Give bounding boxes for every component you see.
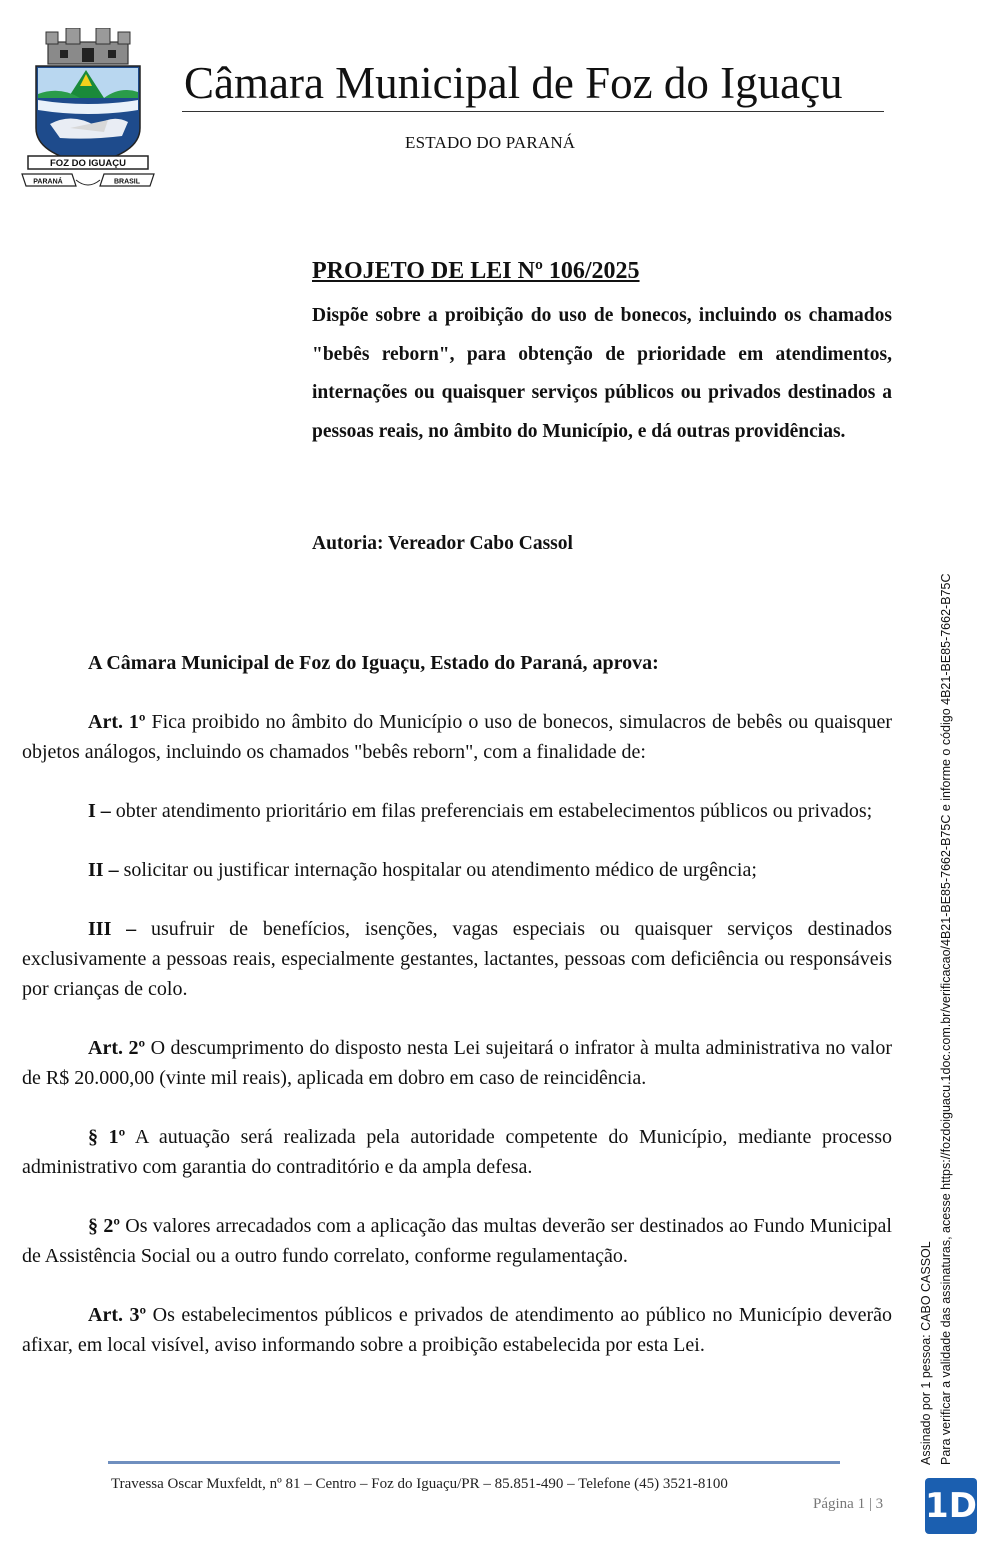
paragraph-label: § 2º — [88, 1215, 120, 1237]
item-label: I – — [88, 800, 111, 822]
footer-address: Travessa Oscar Muxfeldt, nº 81 – Centro – Foz do Iguaçu/PR – 85.851-490 – Telefone (45) 3521-8100 — [111, 1476, 728, 1492]
paragraph-2 — [22, 1211, 892, 1271]
paragraph-text: Os valores arrecadados com a aplicação das multas deverão ser destinados ao Fundo Municipal de Assistência Social ou a outro fundo correlato, conforme regulamentação. — [22, 1215, 892, 1267]
shield-icon — [36, 66, 140, 164]
item-label: III – — [88, 918, 137, 940]
page-number: Página 1 | 3 — [813, 1496, 884, 1512]
verification-line[interactable]: Para verificar a validade das assinaturas, acesse https://fozdoiguacu.1doc.com.br/verificacao/4B21-BE85-7662-B75C e informe o código 4B21-BE85-7662-B75C — [939, 573, 953, 1465]
signature-line: Assinado por 1 pessoa: CABO CASSOL — [919, 1241, 933, 1465]
article-label: Art. 2º — [88, 1037, 146, 1059]
article-2 — [22, 1033, 892, 1093]
enacting-clause: A Câmara Municipal de Foz do Iguaçu, Estado do Paraná, aprova: — [88, 652, 659, 674]
crest-ribbon — [76, 180, 100, 185]
signature-stamp — [916, 465, 956, 1465]
article-text: Os estabelecimentos públicos e privados de atendimento ao público no Município deverão afixar, em local visível, aviso informando sobre a proibição estabelecida por esta Lei. — [22, 1304, 892, 1356]
article-label: Art. 3º — [88, 1304, 147, 1326]
article-text: O descumprimento do disposto nesta Lei sujeitará o infrator à multa administrativa no valor de R$ 20.000,00 (vinte mil reais), aplicada em dobro em caso de reincidência. — [22, 1037, 892, 1089]
item-text: usufruir de benefícios, isenções, vagas especiais ou quaisquer serviços destinados exclusivamente a pessoas reais, especialmente gestantes, lactantes, pessoas com deficiência ou responsáveis por crianças de colo. — [22, 918, 892, 1000]
item-iii — [22, 914, 892, 1004]
item-ii — [22, 855, 892, 885]
paragraph-label: § 1º — [88, 1126, 126, 1148]
title-rule — [182, 111, 884, 112]
article-label: Art. 1º — [88, 711, 146, 733]
item-text: obter atendimento prioritário em filas preferenciais em estabelecimentos públicos ou privados; — [110, 800, 873, 822]
crest-left-scroll-text: PARANÁ — [33, 178, 63, 186]
item-i — [22, 796, 892, 826]
article-1 — [22, 707, 892, 767]
1doc-logo: 1D — [925, 1478, 977, 1534]
municipal-crest — [20, 28, 156, 196]
bill-number: PROJETO DE LEI Nº 106/2025 — [312, 258, 640, 284]
crest-banner-text: FOZ DO IGUAÇU — [50, 158, 126, 169]
footer-rule — [108, 1461, 840, 1464]
bill-body — [22, 648, 892, 1360]
bill-author: Autoria: Vereador Cabo Cassol — [312, 533, 573, 554]
article-text: Fica proibido no âmbito do Município o uso de bonecos, simulacros de bebês ou quaisquer objetos análogos, incluindo os chamados "bebês reborn", com a finalidade de: — [22, 711, 892, 763]
item-label: II – — [88, 859, 119, 881]
org-title: Câmara Municipal de Foz do Iguaçu — [184, 58, 843, 108]
article-3 — [22, 1300, 892, 1360]
crown-icon — [46, 28, 130, 64]
bill-ementa: Dispõe sobre a proibição do uso de bonecos, incluindo os chamados "bebês reborn", para obtenção de prioridade em atendimentos, internações ou quaisquer serviços públicos ou privados destinados a pessoas reais, no âmbito do Município, e dá outras providências. — [312, 305, 892, 442]
paragraph-text: A autuação será realizada pela autoridade competente do Município, mediante processo administrativo com garantia do contraditório e da ampla defesa. — [22, 1126, 892, 1178]
crest-right-scroll-text: BRASIL — [113, 178, 141, 186]
paragraph-1 — [22, 1122, 892, 1182]
state-subtitle: ESTADO DO PARANÁ — [405, 133, 576, 152]
item-text: solicitar ou justificar internação hospitalar ou atendimento médico de urgência; — [118, 859, 757, 881]
